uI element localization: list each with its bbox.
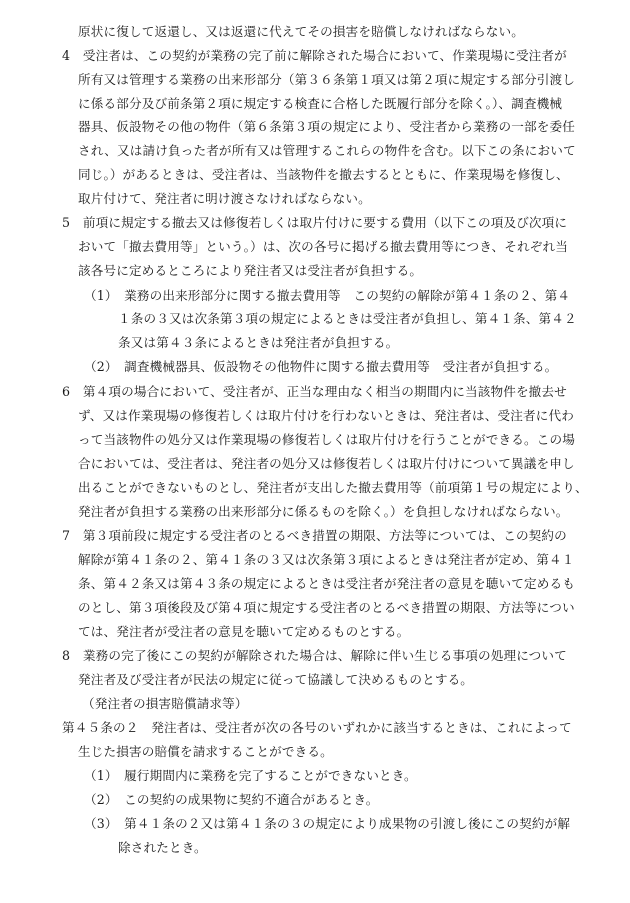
text-line: （1） 業務の出来形部分に関する撤去費用等 この契約の解除が第４１条の２、第４ bbox=[84, 288, 571, 303]
text-line: のとし、第３項後段及び第４項に規定する受注者のとるべき措置の期限、方法等につい bbox=[78, 600, 575, 615]
text-line: 発注者及び受注者が民法の規定に従って協議して決めるものとする。 bbox=[78, 672, 474, 687]
text-line: 5 前項に規定する撤去又は修復若しくは取片付けに要する費用（以下この項及び次項に bbox=[62, 215, 568, 230]
text-line: （3） 第４１条の２又は第４１条の３の規定により成果物の引渡し後にこの契約が解 bbox=[84, 816, 571, 831]
text-line: （2） この契約の成果物に契約不適合があるとき。 bbox=[84, 792, 379, 807]
text-line: 取片付けて、発注者に明け渡さなければならない。 bbox=[78, 191, 371, 206]
section-heading: （発注者の損害賠償請求等） bbox=[82, 696, 248, 711]
text-line: 器具、仮設物その他の物件（第６条第３項の規定により、受注者から業務の一部を委任 bbox=[78, 119, 576, 134]
text-line: 同じ。）があるときは、受注者は、当該物件を撤去するとともに、作業現場を修復し、 bbox=[78, 167, 569, 182]
text-line: って当該物件の処分又は作業現場の修復若しくは取片付けを行うことができる。この場 bbox=[78, 432, 576, 447]
text-line: ず、又は作業現場の修復若しくは取片付けを行わないときは、発注者は、受注者に代わ bbox=[78, 408, 574, 423]
text-line: ては、発注者が受注者の意見を聴いて定めるものとする。 bbox=[78, 624, 410, 639]
text-line: 条又は第４３条によるときは発注者が負担する。 bbox=[118, 335, 399, 350]
text-line: 4 受注者は、この契約が業務の完了前に解除された場合において、作業現場に受注者が bbox=[62, 48, 567, 63]
text-line: 生じた損害の賠償を請求することができる。 bbox=[78, 744, 333, 759]
text-line: 該各号に定めるところにより発注者又は受注者が負担する。 bbox=[78, 263, 423, 278]
text-line: 7 第３項前段に規定する受注者のとるべき措置の期限、方法等については、この契約の bbox=[62, 528, 567, 543]
text-line: １条の３又は次条第３項の規定によるときは受注者が負担し、第４１条、第４２ bbox=[118, 311, 577, 326]
text-line: 解除が第４１条の２、第４１条の３又は次条第３項によるときは発注者が定め、第４１ bbox=[78, 552, 575, 567]
text-line: 合においては、受注者は、発注者の処分又は修復若しくは取片付けについて異議を申し bbox=[78, 456, 575, 471]
text-line: 発注者が負担する業務の出来形部分に係るものを除く。）を負担しなければならない。 bbox=[78, 504, 569, 519]
text-line: 6 第４項の場合において、受注者が、正当な理由なく相当の期間内に当該物件を撤去せ bbox=[62, 384, 567, 399]
text-line: 所有又は管理する業務の出来形部分（第３６条第１項又は第２項に規定する部分引渡し bbox=[78, 72, 576, 87]
text-line: （2） 調査機械器具、仮設物その他物件に関する撤去費用等 受注者が負担する。 bbox=[84, 359, 558, 374]
text-line: され、又は請け負った者が所有又は管理するこれらの物件を含む。以下この条において bbox=[78, 143, 576, 158]
article-heading-line: 第４５条の２ 発注者は、受注者が次の各号のいずれかに該当するときは、これによって bbox=[62, 720, 572, 735]
text-line: 出ることができないものとし、発注者が支出した撤去費用等（前項第１号の規定により、 bbox=[78, 480, 588, 495]
text-line: 8 業務の完了後にこの契約が解除された場合は、解除に伴い生じる事項の処理について bbox=[62, 648, 567, 663]
text-line: おいて「撤去費用等」という。）は、次の各号に掲げる撤去費用等につき、それぞれ当 bbox=[78, 239, 568, 254]
text-line: 条、第４２条又は第４３条の規定によるときは受注者が発注者の意見を聴いて定めるも bbox=[78, 576, 576, 591]
text-line: に係る部分及び前条第２項に規定する検査に合格した既履行部分を除く。）、調査機械 bbox=[78, 96, 563, 111]
text-line: 原状に復して返還し、又は返還に代えてその損害を賠償しなければならない。 bbox=[78, 24, 525, 39]
text-line: 除されたとき。 bbox=[118, 840, 207, 855]
text-line: （1） 履行期間内に業務を完了することができないとき。 bbox=[84, 768, 417, 783]
